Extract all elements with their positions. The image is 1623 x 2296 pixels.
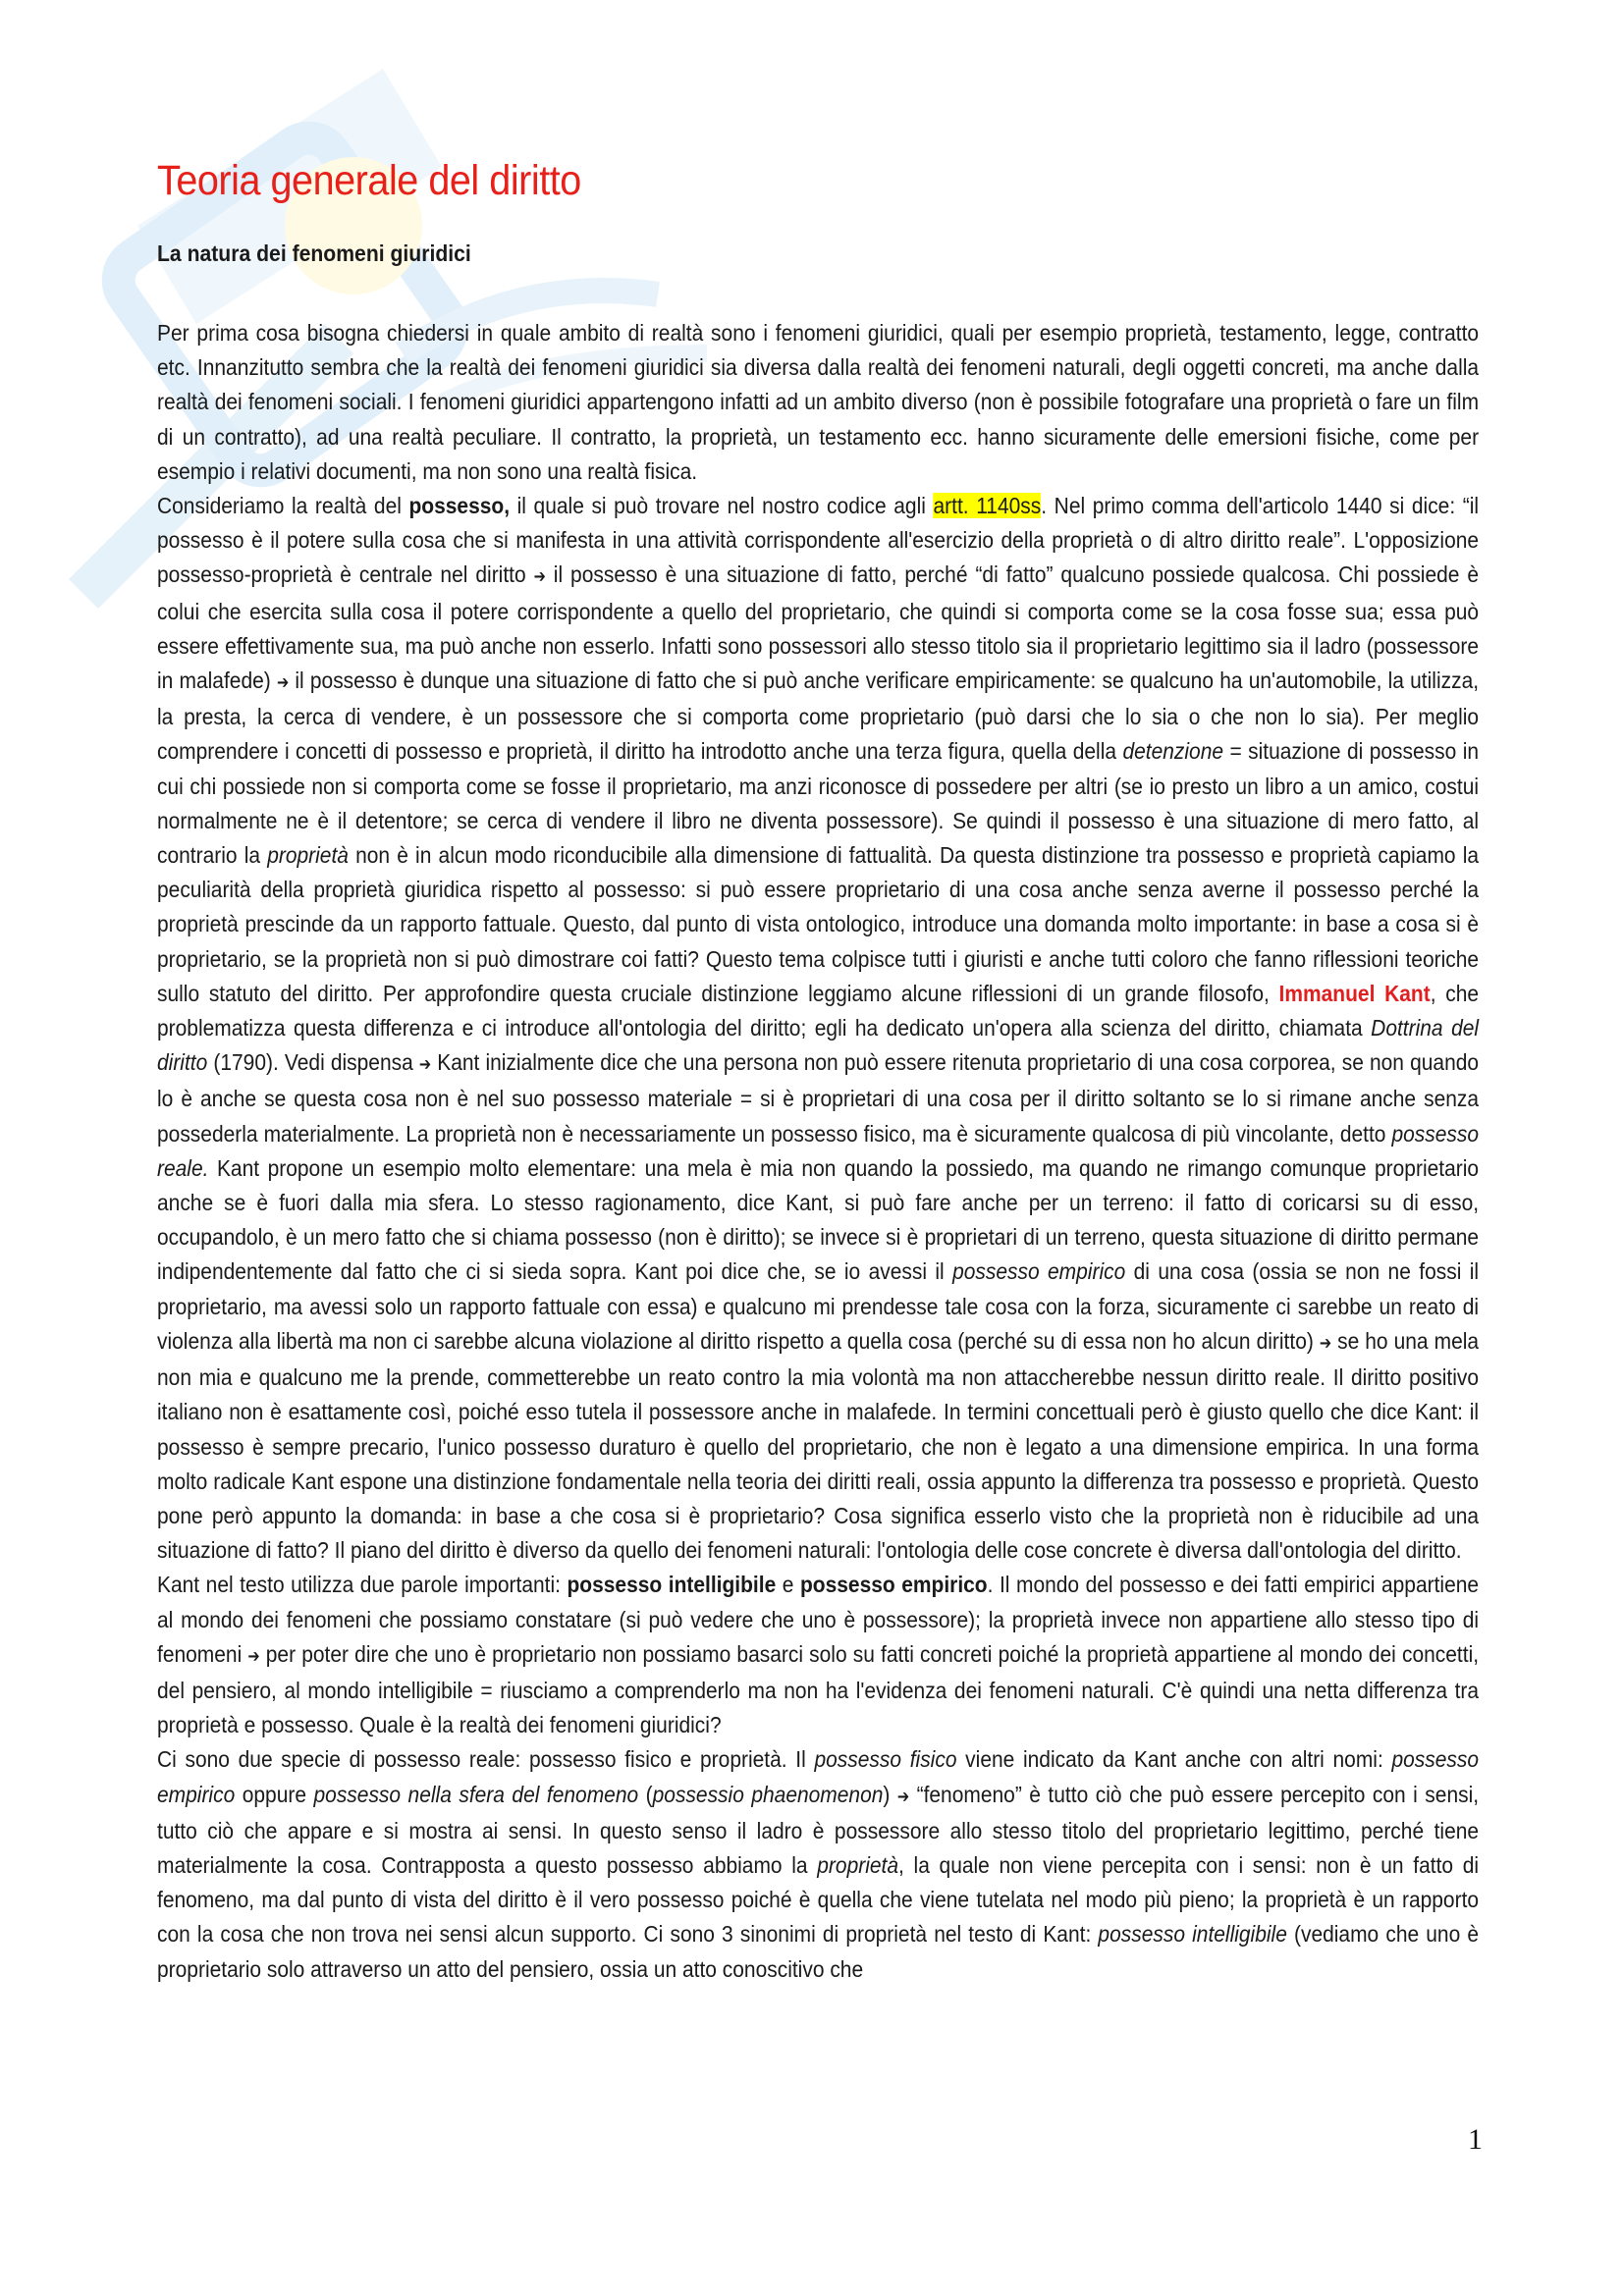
- text-segment: oppure: [235, 1781, 314, 1807]
- bold-text: possesso intelligibile: [567, 1572, 777, 1598]
- text-segment: . Il mondo del possesso e dei fatti empirici appartiene al mondo dei fenomeni che possiamo constatare (si può vedere che uno è possessore); la proprietà invece non appartiene allo stesso tipo di fenomeni: [157, 1572, 1480, 1667]
- italic-text: possesso intelligibile: [1098, 1921, 1287, 1948]
- text-segment: di una cosa (ossia se non ne fossi il proprietario, ma avessi solo un rapporto fattuale con essa) e qualcuno mi prendesse tale cosa con la forza, sicuramente ci sarebbe un reato di violenza alla libertà ma non ci sarebbe alcuna violazione al diritto rispetto a quella cosa (perché su di essa non ho alcun diritto): [157, 1258, 1480, 1354]
- italic-text: possesso empirico: [157, 1746, 1480, 1807]
- text-segment: il quale si può trovare nel nostro codice agli: [510, 493, 934, 519]
- text-segment: per poter dire che uno è proprietario non possiamo basarci solo su fatti concreti poiché la proprietà appartiene al mondo dei concetti, del pensiero, al mondo intelligibile = riusciamo a comprenderlo ma non ha l'evidenza dei fenomeni naturali. C'è quindi una netta differenza tra proprietà e possesso. Quale è la realtà dei fenomeni giuridici?: [157, 1640, 1480, 1738]
- text-segment: Kant inizialmente dice che una persona non può essere ritenuta proprietario di una cosa corporea, se non quando lo è anche se questa cosa non è nel suo possesso materiale = si è proprietari di una cosa per il diritto soltanto se lo si rimane anche senza possederla materialmente. La proprietà non è necessariamente un possesso fisico, ma è sicuramente qualcosa di più vincolante, detto: [157, 1049, 1480, 1147]
- document-page: [157, 157, 1478, 1987]
- text-segment: Kant propone un esempio molto elementare: una mela è mia non quando la possiedo, ma quando ne rimango comunque proprietario anche se è fuori dalla mia sfera. Lo stesso ragionamento, dice Kant, si può fare anche per un terreno: il fatto di coricarsi su di esso, occupandolo, è un mero fatto che si chiama possesso (non è diritto); se invece si è proprietari di un terreno, questa situazione di diritto permane indipendentemente dal fatto che ci si sieda sopra. Kant poi dice che, se io avessi il: [157, 1154, 1480, 1285]
- arrow-icon: ➔: [418, 1054, 432, 1076]
- highlighted-name: Immanuel Kant: [1278, 980, 1431, 1006]
- italic-text: possesso nella sfera del fenomeno: [313, 1781, 639, 1807]
- arrow-icon: ➔: [533, 566, 546, 588]
- bold-text: possesso empirico: [799, 1572, 988, 1598]
- section-heading: La natura dei fenomeni giuridici: [157, 240, 471, 266]
- text-segment: , che problematizza questa differenza e ci introduce all'ontologia del diritto; egli ha dedicato un'opera alla scienza del diritto, chiamata: [157, 980, 1480, 1041]
- text-segment: Ci sono due specie di possesso reale: possesso fisico e proprietà. Il: [157, 1746, 815, 1773]
- text-segment: . Nel primo comma dell'articolo 1440 si dice: “il possesso è il potere sulla cosa che si manifesta in una attività corrispondente all'esercizio della proprietà o di altro diritto reale”. L'opposizione possesso-proprietà è centrale nel diritto: [157, 493, 1480, 588]
- page-number: 1: [1468, 2123, 1483, 2156]
- text-segment: il possesso è una situazione di fatto, perché “di fatto” qualcuno possiede qualcosa. Chi possiede è colui che esercita sulla cosa il potere corrispondente a quello del proprietario, che quindi si comporta come se la cosa fosse sua; essa può essere effettivamente sua, ma può anche non esserlo. Infatti sono possessori allo stesso titolo sia il proprietario legittimo sia il ladro (possessore in malafede): [157, 561, 1480, 694]
- text-segment: Consideriamo la realtà del: [157, 493, 409, 519]
- text-segment: Per prima cosa bisogna chiedersi in quale ambito di realtà sono i fenomeni giuridici, quali per esempio proprietà, testamento, legge, contratto etc. Innanzitutto sembra che la realtà dei fenomeni giuridici sia diversa dalla realtà dei fenomeni naturali, degli oggetti concreti, ma anche dalla realtà dei fenomeni sociali. I fenomeni giuridici appartengono infatti ad un ambito diverso (non è possibile fotografare una proprietà o fare un film di un contratto), ad una realtà peculiare. Il contratto, la proprietà, un testamento ecc. hanno sicuramente delle emersioni fisiche, come per esempio i relativi documenti, ma non sono una realtà fisica.: [157, 320, 1480, 484]
- highlighted-reference: artt. 1140ss: [933, 493, 1042, 519]
- paragraph: [157, 1568, 1479, 1742]
- paragraph: [157, 489, 1479, 1568]
- arrow-icon: ➔: [247, 1645, 260, 1667]
- text-segment: = situazione di possesso in cui chi possiede non si comporta come se fosse il proprietario, ma anzi riconosce di possedere per altri (se io presto un libro a un amico, costui normalmente ne è il detentore; se cerca di vendere il libro ne diventa possessore). Se quindi il possesso è una situazione di mero fatto, al contrario la: [157, 738, 1480, 869]
- body-text: [157, 316, 1478, 1987]
- text-segment: se ho una mela non mia e qualcuno me la prende, commetterebbe un reato contro la mia volontà ma non attaccherebbe nessun diritto reale. Il diritto positivo italiano non è esattamente così, poiché esso tutela il possessore anche in malafede. In termini concettuali però è giusto quello che dice Kant: il possesso è sempre precario, l'unico possesso duraturo è quello del proprietario, che non è legato a una dimensione empirica. In una forma molto radicale Kant espone una distinzione fondamentale nella teoria dei diritti reali, ossia appunto la differenza tra possesso e proprietà. Questo pone però appunto la domanda: in base a che cosa si è proprietario? Cosa significa esserlo visto che la proprietà non è riducibile ad una situazione di fatto? Il piano del diritto è diverso da quello dei fenomeni naturali: l'ontologia delle cose concrete è diversa dall'ontologia del diritto.: [157, 1327, 1480, 1564]
- text-segment: ): [883, 1781, 897, 1807]
- italic-text: possesso reale.: [157, 1120, 1480, 1181]
- arrow-icon: ➔: [276, 672, 290, 694]
- document-title: Teoria generale del diritto: [157, 157, 581, 204]
- bold-text: possesso,: [408, 493, 511, 519]
- text-segment: (: [638, 1781, 653, 1807]
- text-segment: viene indicato da Kant anche con altri nomi:: [956, 1746, 1392, 1773]
- text-segment: (vediamo che uno è proprietario solo attraverso un atto del pensiero, ossia un atto conoscitivo che: [157, 1921, 1480, 1982]
- text-segment: Kant nel testo utilizza due parole importanti:: [157, 1572, 568, 1598]
- text-segment: (1790). Vedi dispensa: [207, 1049, 419, 1076]
- arrow-icon: ➔: [1319, 1332, 1332, 1354]
- paragraph: [157, 316, 1479, 489]
- paragraph: [157, 1742, 1479, 1986]
- italic-text: possessio phaenomenon: [652, 1781, 884, 1807]
- italic-text: proprietà: [817, 1851, 899, 1878]
- italic-text: possesso empirico: [952, 1258, 1126, 1285]
- text-segment: il possesso è dunque una situazione di fatto che si può anche verificare empiricamente: se qualcuno ha un'automobile, la utilizza, la presta, la cerca di vendere, è un possessore che si comporta come proprietario (può darsi che lo sia o che non lo sia). Per meglio comprendere i concetti di possesso e proprietà, il diritto ha introdotto anche una terza figura, quella della: [157, 667, 1480, 765]
- italic-text: possesso fisico: [814, 1746, 957, 1773]
- arrow-icon: ➔: [896, 1786, 910, 1807]
- text-segment: non è in alcun modo riconducibile alla dimensione di fattualità. Da questa distinzione tra possesso e proprietà capiamo la peculiarità della proprietà giuridica rispetto al possesso: si può essere proprietario di una cosa anche senza averne il possesso perché la proprietà prescinde da un rapporto fattuale. Questo, dal punto di vista ontologico, introduce una domanda molto importante: in base a cosa si è proprietario, se la proprietà non si può dimostrare coi fatti? Questo tema colpisce tutti i giuristi e anche tutti coloro che fanno riflessioni teoriche sullo statuto del diritto. Per approfondire questa cruciale distinzione leggiamo alcune riflessioni di un grande filosofo,: [157, 842, 1480, 1006]
- italic-text: Dottrina del diritto: [157, 1015, 1480, 1076]
- text-segment: “fenomeno” è tutto ciò che può essere percepito con i sensi, tutto ciò che appare e si mostra ai sensi. In questo senso il ladro è possessore allo stesso titolo del proprietario legittimo, perché tiene materialmente la cosa. Contrapposta a questo possesso abbiamo la: [157, 1781, 1480, 1878]
- italic-text: detenzione: [1122, 738, 1224, 765]
- text-segment: e: [776, 1572, 800, 1598]
- text-segment: , la quale non viene percepita con i sensi: non è un fatto di fenomeno, ma dal punto di vista del diritto è il vero possesso poiché è quella che viene tutelata nel modo più pieno; la proprietà è un rapporto con la cosa che non trova nei sensi alcun supporto. Ci sono 3 sinonimi di proprietà nel testo di Kant:: [157, 1851, 1480, 1948]
- italic-text: proprietà: [267, 842, 349, 869]
